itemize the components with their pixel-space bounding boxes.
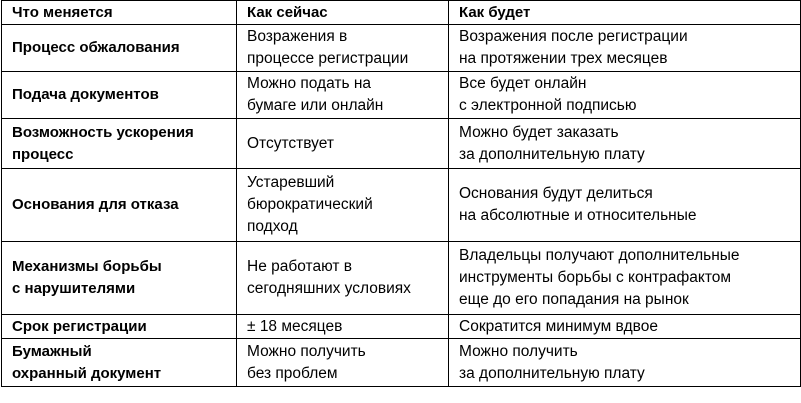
row-label: Подача документов <box>12 86 159 103</box>
row-label-cell <box>2 339 237 387</box>
current-text: Можно подать на бумаге или онлайн <box>247 75 384 114</box>
future-text: Возражения после регистрации на протяжении трех месяцев <box>459 28 688 67</box>
table-row <box>2 72 801 119</box>
future-cell <box>449 315 801 339</box>
current-cell <box>237 315 449 339</box>
header-row <box>2 1 801 25</box>
future-cell <box>449 242 801 315</box>
current-cell <box>237 119 449 169</box>
row-label-cell <box>2 72 237 119</box>
row-label: Основания для отказа <box>12 196 179 213</box>
current-text: Отсутствует <box>247 134 334 152</box>
row-label: Механизмы борьбы с нарушителями <box>12 258 162 297</box>
comparison-table <box>1 0 801 387</box>
future-text: Основания будут делиться на абсолютные и относительные <box>459 185 697 224</box>
current-cell <box>237 339 449 387</box>
future-cell <box>449 72 801 119</box>
future-text: Владельцы получают дополнительные инструменты борьбы с контрафактом еще до его попадания на рынок <box>459 247 740 308</box>
current-cell <box>237 242 449 315</box>
header-future: Как будет <box>449 1 801 25</box>
table-row <box>2 315 801 339</box>
row-label-cell <box>2 169 237 242</box>
current-text: Возражения в процессе регистрации <box>247 28 409 67</box>
table-row <box>2 242 801 315</box>
row-label-cell <box>2 242 237 315</box>
future-text: Все будет онлайн с электронной подписью <box>459 75 637 114</box>
row-label: Срок регистрации <box>12 317 147 335</box>
future-cell <box>449 339 801 387</box>
current-cell <box>237 169 449 242</box>
table-row <box>2 25 801 72</box>
row-label: Процесс обжалования <box>12 39 180 56</box>
future-text: Можно будет заказать за дополнительную плату <box>459 123 645 163</box>
row-label-cell <box>2 315 237 339</box>
current-cell <box>237 72 449 119</box>
table-row <box>2 119 801 169</box>
table-row <box>2 169 801 242</box>
current-cell <box>237 25 449 72</box>
row-label-cell <box>2 119 237 169</box>
current-text: Не работают в сегодняшних условиях <box>247 258 411 297</box>
header-what-changes: Что меняется <box>2 1 237 25</box>
current-text: Можно получить без проблем <box>247 342 366 382</box>
row-label: Бумажный охранный документ <box>12 342 162 382</box>
future-cell <box>449 119 801 169</box>
current-text: Устаревший бюрократический подход <box>247 174 373 235</box>
table-row <box>2 339 801 387</box>
row-label-cell <box>2 25 237 72</box>
future-text: Сократится минимум вдвое <box>459 317 658 335</box>
header-current: Как сейчас <box>237 1 449 25</box>
future-text: Можно получить за дополнительную плату <box>459 342 645 382</box>
row-label: Возможность ускорения процесс <box>12 123 194 163</box>
current-text: ± 18 месяцев <box>247 317 343 335</box>
future-cell <box>449 25 801 72</box>
future-cell <box>449 169 801 242</box>
